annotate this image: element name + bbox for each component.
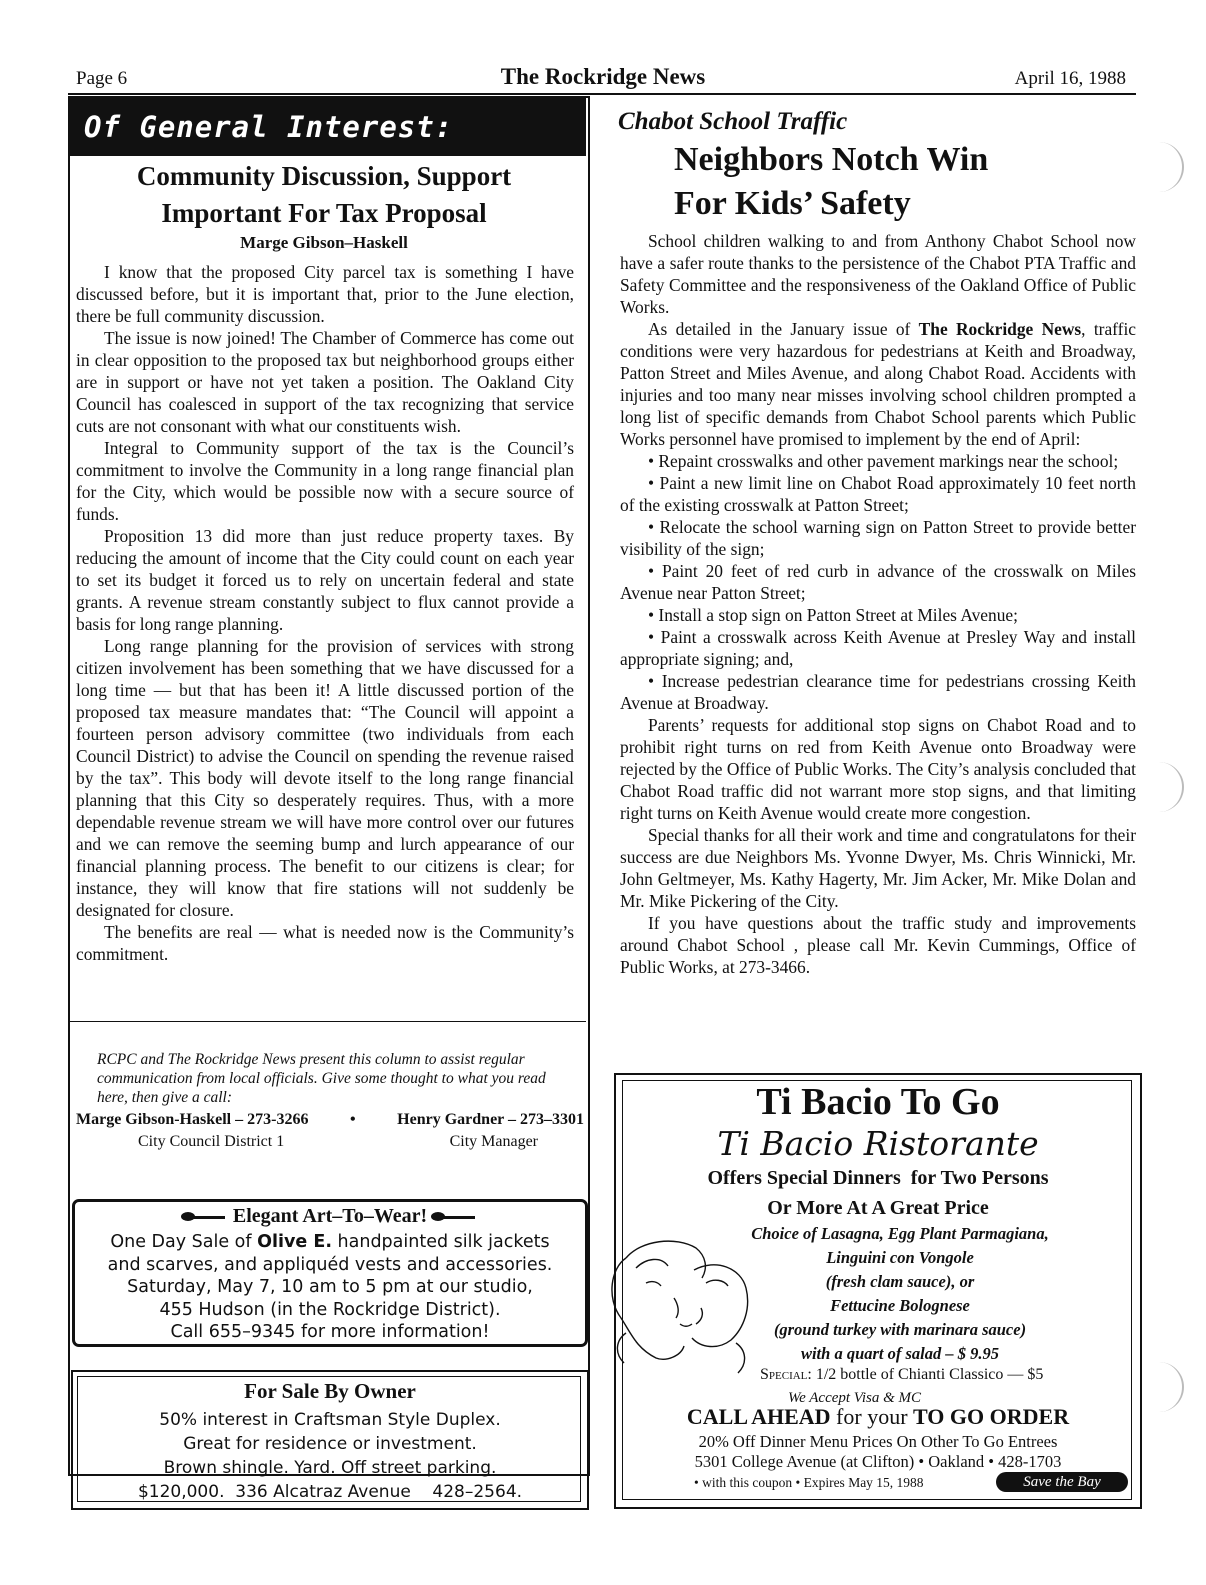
payment-note: We Accept Visa & MC — [788, 1390, 922, 1406]
art-ad-title — [72, 1205, 588, 1228]
address-line: 5301 College Avenue (at Clifton) • Oakland • 428-1703 — [694, 1452, 1062, 1471]
art-ad-text: One Day Sale of — [110, 1232, 258, 1252]
paragraph: Parents’ requests for additional stop signs on Chabot Road and to prohibit right turns on red from Keith Avenue onto Broadway were rejected by the Office of Public Works. The City’s analysis concluded that Chabot Road traffic did not warrant more stop signs, and that limiting right turns on Keith Avenue would create more congestion. — [620, 715, 1136, 823]
paragraph: School children walking to and from Anthony Chabot School now have a safer route thanks to the persistence of the Chabot PTA Traffic and Safety Committee and the responsiveness of the Oakland Office of Public Works. — [620, 231, 1136, 317]
art-ad-text: handpainted silk jackets — [331, 1232, 550, 1252]
restaurant-ad-title: Ti Bacio To Go — [756, 1081, 1000, 1123]
article-body — [620, 230, 1136, 978]
paragraph: I know that the proposed City parcel tax is something I have discussed before, but it is important that, prior to the June election, there be full community discussion. — [76, 262, 574, 326]
article-headline — [674, 138, 988, 226]
arrow-left-icon — [185, 1216, 225, 1219]
sale-ad-body — [71, 1408, 589, 1504]
art-ad-line: Saturday, May 7, 10 am to 5 pm at our studio, — [127, 1277, 533, 1297]
sale-ad-line: $120,000. 336 Alcatraz Avenue 428–2564. — [137, 1482, 523, 1502]
bullet-item: • Paint a crosswalk across Keith Avenue at Presley Way and install appropriate signing; and, — [620, 627, 1136, 669]
bullet-item: • Paint a new limit line on Chabot Road approximately 10 feet north of the existing crosswalk at Patton Street; — [620, 473, 1136, 515]
art-ad-line: and scarves, and appliquéd vests and accessories. — [107, 1254, 553, 1275]
call-text: for your — [830, 1404, 914, 1429]
headline-line-1: Community Discussion, Support — [136, 161, 512, 191]
section-banner: Of General Interest: — [70, 98, 586, 156]
contact-roles — [138, 1133, 538, 1151]
art-ad-line: Call 655–9345 for more information! — [170, 1322, 490, 1342]
publication-name: The Rockridge News — [918, 319, 1082, 339]
role-council: City Council District 1 — [138, 1133, 285, 1150]
article-byline: Marge Gibson–Haskell — [240, 233, 408, 252]
menu-line: (ground turkey with marinara sauce) — [773, 1320, 1027, 1339]
article-kicker: Chabot School Traffic — [618, 108, 848, 135]
binder-hole — [1152, 762, 1184, 812]
bullet-item: • Paint 20 feet of red curb in advance of the crosswalk on Miles Avenue near Patton Street; — [620, 561, 1136, 603]
contact-manager: Henry Gardner – 273–3301 — [397, 1111, 584, 1128]
section-divider — [70, 1021, 586, 1022]
contact-council: Marge Gibson-Haskell – 273-3266 — [76, 1111, 309, 1128]
bullet-item: • Increase pedestrian clearance time for pedestrians crossing Keith Avenue at Broadway. — [620, 671, 1136, 713]
special-text: 1/2 bottle of Chianti Classico — $5 — [811, 1366, 1044, 1383]
sale-ad-title: For Sale By Owner — [244, 1379, 416, 1403]
offer-line: Or More At A Great Price — [767, 1197, 989, 1219]
menu-line: (fresh clam sauce), or — [825, 1272, 975, 1291]
restaurant-name: Ti Bacio Ristorante — [717, 1124, 1039, 1163]
paragraph: Long range planning for the provision of services with strong citizen involvement has been something that we have discussed for a long time — but that has been it! A little discussed portion of the proposed tax measure mandates that: “The Council will appoint a fourteen person advisory committee (two individuals from each Council District) to advise the Council on spending the revenue raised by the tax”. This body will devote itself to the long range financial planning that this City so desperately requires. Thus, with a more dependable revenue stream we will have more control over our futures and we can remove the seeming bump and lurch appearance of our financial planning process. The benefit to our citizens is clear; for instance, they will know that fire stations will not suddenly be designated for closure. — [76, 636, 574, 920]
contact-line — [76, 1111, 584, 1129]
binder-hole — [1152, 142, 1184, 192]
paragraph-text: , traffic conditions were very hazardous for pedestrians at Keith and Broadway, Patton Street and Miles Avenue, and along Chabot Road. Accidents with injuries and too many near misses involving school children prompted a long list of specific demands from Chabot School parents which Public Works personnel have promised to implement by the end of April: — [620, 319, 1136, 449]
sale-ad-line: 50% interest in Craftsman Style Duplex. — [159, 1410, 501, 1430]
headline-line-2: Important For Tax Proposal — [161, 198, 487, 228]
call-text: TO GO ORDER — [913, 1404, 1070, 1429]
issue-date: April 16, 1988 — [1014, 68, 1126, 89]
bullet-item: • Repaint crosswalks and other pavement markings near the school; — [648, 451, 1119, 471]
header-rule — [68, 93, 1136, 95]
art-ad-body — [78, 1231, 582, 1344]
art-ad-line: 455 Hudson (in the Rockridge District). — [159, 1299, 501, 1320]
role-manager: City Manager — [449, 1133, 538, 1150]
menu-line: Fettucine Bolognese — [830, 1296, 970, 1315]
paragraph: Integral to Community support of the tax is the Council’s commitment to involve the Community in a long range financial plan for the City, which would be possible now with a secure source of funds. — [76, 438, 574, 524]
paragraph: Proposition 13 did more than just reduce property taxes. By reducing the amount of income that the City could count on each year to set its budget it forced us to rely on uncertain federal and state grants. A revenue stream constantly subject to flux cannot provide a basis for long range planning. — [76, 526, 574, 634]
article-body — [76, 261, 574, 965]
menu-line: Choice of Lasagna, Egg Plant Parmagiana, — [751, 1224, 1049, 1243]
paragraph: Special thanks for all their work and time and congratulatons for their success are due Neighbors Ms. Yvonne Dwyer, Ms. Chris Winnicki, Mr. John Geltmeyer, Ms. Kathy Hagerty, Mr. Jim Acker, Mr. Mike Dolan and Mr. Mike Pickering of the City. — [620, 825, 1136, 911]
save-the-bay-badge: Save the Bay — [996, 1472, 1128, 1492]
binder-hole — [1152, 1362, 1184, 1412]
discount-info — [616, 1432, 1140, 1472]
paragraph: The benefits are real — what is needed now is the Community’s commitment. — [76, 922, 574, 964]
offer-line: Offers Special Dinners for Two Persons — [707, 1167, 1049, 1189]
paragraph — [620, 318, 1136, 450]
art-ad-line — [78, 1231, 582, 1254]
menu-line: Linguini con Vongole — [826, 1248, 974, 1267]
restaurant-offer — [616, 1163, 1140, 1223]
special-offer — [760, 1366, 1043, 1384]
brand-name: Olive E. — [257, 1232, 332, 1252]
special-label: Special: — [760, 1366, 812, 1383]
arrow-right-icon — [435, 1216, 475, 1219]
column-note: RCPC and The Rockridge News present this column to assist regular communication from local officials. Give some thought to what you read here, then give a call: — [97, 1051, 546, 1106]
paragraph: If you have questions about the traffic study and improvements around Chabot School , please call Mr. Kevin Cummings, Office of Public Works, at 273-3466. — [620, 913, 1136, 977]
newspaper-title: The Rockridge News — [500, 64, 706, 89]
menu-list — [690, 1222, 1110, 1366]
coupon-note: • with this coupon • Expires May 15, 1988 — [694, 1475, 924, 1490]
paragraph: The issue is now joined! The Chamber of Commerce has come out in clear opposition to the proposed tax but neighborhood groups either are in support or have not yet taken a position. The Oakland City Council has coalesced in support of the tax recognizing that service cuts are not consonant with what our constituents wish. — [76, 328, 574, 436]
contact-separator: • — [350, 1111, 356, 1128]
menu-line: with a quart of salad – $ 9.95 — [800, 1344, 1000, 1363]
discount-line: 20% Off Dinner Menu Prices On Other To Go Entrees — [698, 1432, 1058, 1451]
headline-line-2: For Kids’ Safety — [674, 185, 911, 222]
call-ahead — [616, 1404, 1140, 1430]
sale-ad-line: Brown shingle. Yard. Off street parking. — [163, 1458, 497, 1478]
art-ad-title-text: Elegant Art–To–Wear! — [232, 1205, 428, 1227]
bullet-item: • Install a stop sign on Patton Street at Miles Avenue; — [648, 605, 1018, 625]
article-headline — [76, 158, 572, 232]
paragraph-text: As detailed in the January issue of — [648, 319, 919, 339]
bullet-item: • Relocate the school warning sign on Patton Street to provide better visibility of the sign; — [620, 517, 1136, 559]
sale-ad-line: Great for residence or investment. — [183, 1434, 477, 1454]
call-text: CALL AHEAD — [686, 1404, 831, 1429]
page-number: Page 6 — [76, 68, 128, 89]
headline-line-1: Neighbors Notch Win — [674, 141, 989, 178]
